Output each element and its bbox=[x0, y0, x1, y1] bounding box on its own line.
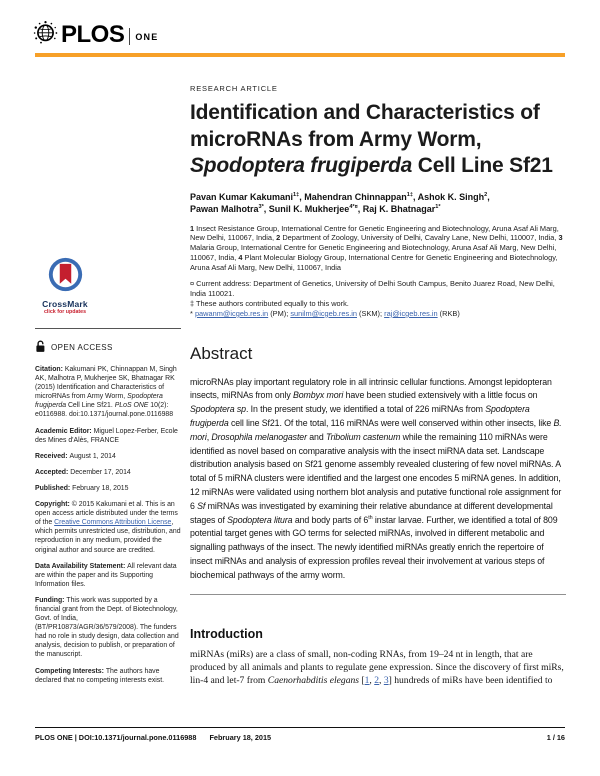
link[interactable]: Creative Commons Attribution License bbox=[54, 519, 172, 527]
page-footer bbox=[35, 733, 565, 742]
header-accent-rule bbox=[35, 53, 565, 57]
corresponding-emails: * pawanm@icgeb.res.in (PM); sunilm@icgeb.res.in (SKM); raj@icgeb.res.in (RKB) bbox=[190, 308, 460, 318]
funding-block: Funding: This work was supported by a financial grant from the Dept. of Biotechnology, Govt. of India, (BT/PR10873/AGR/36/579/2008). The funders had no role in study design, data collection and analysis, decision to publish, or preparation of the manuscript. bbox=[35, 596, 179, 659]
competing-interests-block: Competing Interests: The authors have declared that no competing interests exist. bbox=[35, 667, 165, 684]
brand-edition: ONE bbox=[135, 31, 159, 42]
abstract-text: microRNAs play important regulatory role in all intrinsic cellular functions. Amongst lepidopteran insects, miRNAs from only Bombyx mori have been studied extensively with a little focus on Spodoptera sp. In the present study, we identified a total of 226 miRNAs from Spodoptera frugiperda cell line Sf21. Of the total, 116 miRNAs were well conserved within other insects, like B. mori, Drosophila melanogaster and Tribolium castenum while the remaining 110 miRNAs were identified as novel based on comparative analysis with the insect miRNA data set. Landscape distribution analysis based on Sf21 genome assembly revealed clustering of few novel miRNAs. A total of 5 miRNA clusters were identified and the largest one encodes 5 miRNA genes. In addition, 12 miRNAs were validated using northern blot analysis and putative functional role assignment for 6 Sf miRNAs was investigated by examining their relative abundance at different developmental stages of Spodoptera litura and body parts of 6th instar larvae. Further, we identified a total of 809 potential target genes with GO terms for selected miRNAs, involved in different metabolic and signalling pathways of the insect. The newly identified miRNAs greatly enrich the repertoire of insect miRNAs and analysis of expression profiles reveal their involvement at various steps of biochemical pathways of the army worm. bbox=[190, 376, 562, 580]
crossmark-badge[interactable] bbox=[35, 256, 95, 315]
brand-name: PLOS bbox=[61, 21, 125, 48]
published-block: Published: February 18, 2015 bbox=[35, 484, 129, 492]
plos-logo bbox=[33, 20, 158, 50]
article-type-label: RESEARCH ARTICLE bbox=[190, 84, 278, 93]
sidebar-divider bbox=[35, 328, 181, 329]
introduction-heading: Introduction bbox=[190, 626, 263, 641]
open-access-label: OPEN ACCESS bbox=[51, 343, 113, 352]
article-body bbox=[190, 84, 566, 687]
author-list bbox=[190, 191, 566, 215]
data-availability-block: Data Availability Statement: All relevant data are within the paper and its Supporting Information files. bbox=[35, 562, 177, 588]
author-line-2: Pawan Malhotra$^{3*}$, Sunil K. Mukherjee$^{4*¤}$, Raj K. Bhatnagar$^{1*}$ bbox=[190, 203, 441, 214]
open-lock-icon bbox=[35, 340, 46, 355]
introduction-text: miRNAs (miRs) are a class of small, non-coding RNAs, from 19–24 nt in length, that are produced by all animals and plants to regulate gene expression. Since the discovery of first miRs, lin-4 and let-7 from Caenorhabditis elegans [1, 2, 3] hundreds of miRs have been identified to bbox=[190, 648, 564, 687]
plos-globe-icon bbox=[33, 20, 58, 50]
abstract-end-rule bbox=[190, 594, 566, 595]
sidebar bbox=[35, 256, 181, 692]
link[interactable]: pawanm@icgeb.res.in bbox=[194, 308, 269, 318]
footer-page-number: 1 / 16 bbox=[546, 733, 565, 742]
open-access-row bbox=[35, 340, 181, 355]
article-title: Identification and Characteristics of microRNAs from Army Worm, Spodoptera frugiperda Cell Line Sf21 bbox=[190, 101, 553, 177]
received-block: Received: August 1, 2014 bbox=[35, 452, 116, 460]
footer-journal-info bbox=[35, 733, 271, 742]
current-address-note: ¤ Current address: Department of Genetics, University of Delhi South Campus, Benito Juarez Road, New Delhi, India 110021. bbox=[190, 279, 555, 299]
crossmark-title: CrossMark bbox=[42, 299, 88, 309]
footer-rule bbox=[35, 727, 565, 728]
equal-contribution-note: ‡ These authors contributed equally to this work. bbox=[190, 299, 349, 309]
accepted-block: Accepted: December 17, 2014 bbox=[35, 468, 131, 476]
citation-block: Citation: Kakumani PK, Chinnappan M, Singh AK, Malhotra P, Mukherjee SK, Bhatnagar RK (2015) Identification and Characteristics of microRNAs from Army Worm, Spodoptera frugiperda Cell Line Sf21. PLoS ONE 10(2): e0116988. doi:10.1371/journal.pone.0116988 bbox=[35, 366, 177, 419]
crossmark-icon bbox=[47, 280, 84, 297]
abstract-heading: Abstract bbox=[190, 343, 253, 363]
copyright-block: Copyright: © 2015 Kakumani et al. This is an open access article distributed under the terms of the Creative Commons Attribution License, which permits unrestricted use, distribution, and reproduction in any medium, provided the original author and source are credited. bbox=[35, 501, 181, 554]
academic-editor-block: Academic Editor: Miguel Lopez-Ferber, Ecole des Mines d'Alès, FRANCE bbox=[35, 427, 178, 444]
link[interactable]: 2 bbox=[374, 675, 380, 687]
link[interactable]: sunilm@icgeb.res.in bbox=[290, 308, 357, 318]
link[interactable]: 1 bbox=[364, 675, 370, 687]
affiliations: 1 Insect Resistance Group, International Centre for Genetic Engineering and Biotechnology, Aruna Asaf Ali Marg, New Delhi, 110067, India, 2 Department of Zoology, University of Delhi, Cavalry Lane, New Delhi, 110007, India, 3 Malaria Group, International Centre for Genetic Engineering and Biotechnology, Aruna Asaf Ali Marg, New Delhi, 110067, India, 4 Plant Molecular Biology Group, International Centre for Genetic Engineering and Biotechnology, Aruna Asaf Ali Marg, New Delhi, 110067, India bbox=[190, 223, 563, 272]
crossmark-subtitle: click for updates bbox=[43, 309, 87, 315]
logo-divider bbox=[129, 28, 130, 45]
author-line-1: Pavan Kumar Kakumani$^{1\ddagger}$, Mahendran Chinnappan$^{1\ddagger}$, Ashok K. Singh$^2$, bbox=[190, 191, 490, 202]
link[interactable]: raj@icgeb.res.in bbox=[384, 308, 438, 318]
footer-doi: PLOS ONE | DOI:10.1371/journal.pone.0116988 bbox=[35, 733, 197, 742]
link[interactable]: 3 bbox=[383, 675, 389, 687]
footer-date: February 18, 2015 bbox=[209, 733, 272, 742]
